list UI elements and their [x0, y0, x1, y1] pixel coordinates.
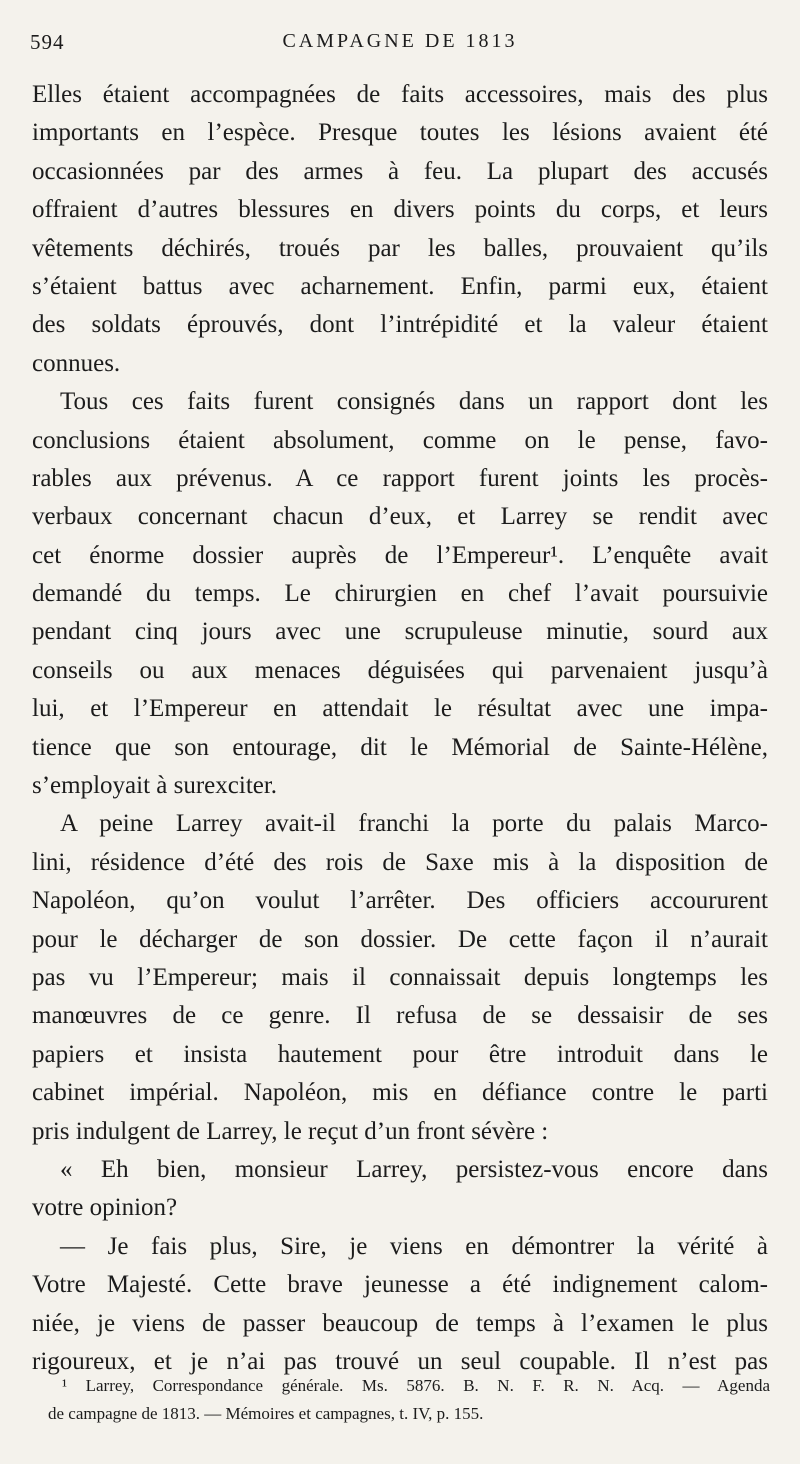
text-line: pendant cinq jours avec une scrupuleuse minutie, sourd aux: [32, 618, 768, 646]
footnotes: [48, 1372, 770, 1428]
text-line: offraient d’autres blessures en divers points du corps, et leurs: [32, 196, 768, 224]
text-line: connues.: [32, 349, 121, 377]
text-line: Elles étaient accompagnées de faits accessoires, mais des plus: [32, 81, 768, 108]
text-line: s’employait à surexciter.: [32, 772, 278, 800]
text-line: votre opinion?: [32, 1194, 178, 1222]
footnote-line: ¹ Larrey, Correspondance générale. Ms. 5876. B. N. F. R. N. Acq. — Agenda: [62, 1376, 770, 1395]
text-line: conclusions étaient absolument, comme on le pense, favo-: [32, 426, 768, 454]
text-line: verbaux concernant chacun d’eux, et Larrey se rendit avec: [32, 503, 768, 531]
text-line: cabinet impérial. Napoléon, mis en défiance contre le parti: [32, 1079, 768, 1107]
text-line: A peine Larrey avait-il franchi la porte du palais Marco-: [60, 810, 768, 838]
text-line: papiers et insista hautement pour être introduit dans le: [32, 1040, 768, 1068]
text-line: pris indulgent de Larrey, le reçut d’un front sévère :: [32, 1117, 549, 1145]
running-title: CAMPAGNE DE 1813: [282, 30, 518, 52]
text-line: manœuvres de ce genre. Il refusa de se dessaisir de ses: [32, 1002, 768, 1030]
text-line: « Eh bien, monsieur Larrey, persistez-vous encore dans: [60, 1155, 768, 1183]
text-line: vêtements déchirés, troués par les balles, prouvaient qu’ils: [32, 234, 768, 262]
text-line: rigoureux, et je n’ai pas trouvé un seul coupable. Il n’est pas: [32, 1347, 768, 1375]
text-line: lui, et l’Empereur en attendait le résultat avec une impa-: [32, 695, 768, 723]
text-line: — Je fais plus, Sire, je viens en démontrer la vérité à: [60, 1232, 768, 1260]
text-line: rables aux prévenus. A ce rapport furent joints les procès-: [32, 464, 768, 492]
text-line: Votre Majesté. Cette brave jeunesse a été indignement calom-: [32, 1271, 768, 1299]
text-line: tience que son entourage, dit le Mémorial de Sainte-Hélène,: [32, 733, 768, 761]
text-line: lini, résidence d’été des rois de Saxe mis à la disposition de: [32, 848, 768, 876]
text-line: s’étaient battus avec acharnement. Enfin, parmi eux, étaient: [32, 272, 768, 300]
text-line: occasionnées par des armes à feu. La plupart des accusés: [32, 157, 768, 185]
text-line: des soldats éprouvés, dont l’intrépidité et la valeur étaient: [32, 311, 768, 339]
text-line: Tous ces faits furent consignés dans un rapport dont les: [60, 388, 768, 416]
body-text: [32, 76, 768, 1381]
text-line: niée, je viens de passer beaucoup de temps à l’examen le plus: [32, 1309, 768, 1337]
page-header: [30, 30, 770, 60]
text-line: importants en l’espèce. Presque toutes les lésions avaient été: [32, 119, 768, 147]
text-line: Napoléon, qu’on voulut l’arrêter. Des officiers accoururent: [32, 887, 768, 915]
text-line: conseils ou aux menaces déguisées qui parvenaient jusqu’à: [32, 656, 768, 684]
text-line: pas vu l’Empereur; mais il connaissait depuis longtemps les: [32, 963, 768, 991]
page-number: 594: [30, 30, 65, 54]
text-line: demandé du temps. Le chirurgien en chef l’avait poursuivie: [32, 580, 768, 608]
text-line: pour le décharger de son dossier. De cette façon il n’aurait: [32, 925, 768, 953]
text-line: cet énorme dossier auprès de l’Empereur¹. L’enquête avait: [32, 541, 768, 569]
footnote-line: de campagne de 1813. — Mémoires et campagnes, t. IV, p. 155.: [48, 1404, 484, 1423]
